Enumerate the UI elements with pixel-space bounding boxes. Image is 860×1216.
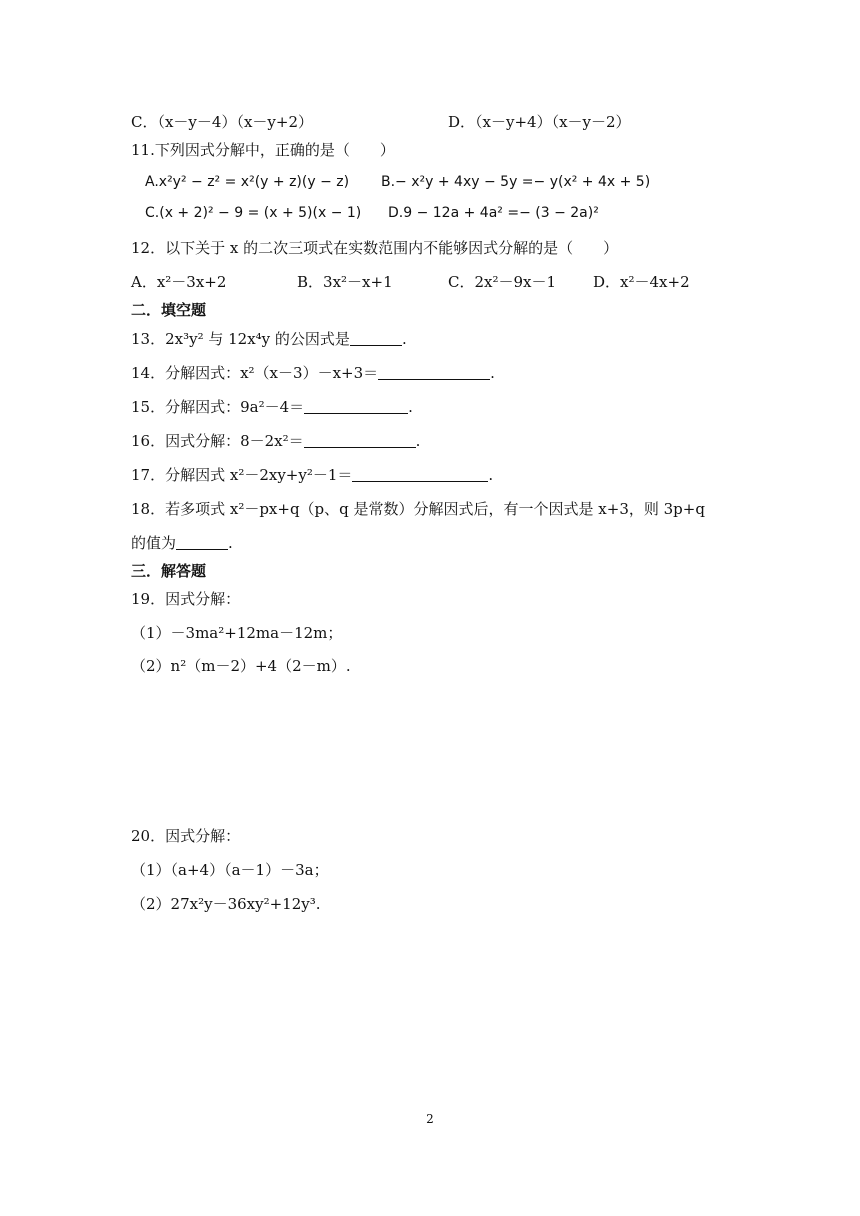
q14-end: . <box>490 364 495 382</box>
q18-text: 的值为 <box>131 534 177 552</box>
q15-end: . <box>408 398 413 416</box>
q14-answer-blank[interactable] <box>378 364 490 380</box>
q12-stem: 12．以下关于 x 的二次三项式在实数范围内不能够因式分解的是（ ） <box>131 239 619 257</box>
q11-option-a: A.x²y² − z² = x²(y + z)(y − z) <box>145 174 350 190</box>
q13-text: 13．2x³y² 与 12x⁴y 的公因式是 <box>131 330 350 348</box>
q12-option-c: C．2x²－9x－1 <box>448 273 557 291</box>
section-fill-in-blank: 二．填空题 <box>131 301 207 319</box>
q11-option-b: B.− x²y + 4xy − 5y =− y(x² + 4x + 5) <box>381 174 651 190</box>
q11-stem: 11.下列因式分解中，正确的是（ ） <box>131 141 395 159</box>
q18-line2 <box>131 533 233 553</box>
q17-end: . <box>488 466 494 484</box>
q12-option-a: A．x²－3x+2 <box>131 273 227 291</box>
q19-stem: 19．因式分解： <box>131 590 241 608</box>
q13-end: . <box>401 330 407 348</box>
q12-option-d: D．x²－4x+2 <box>593 273 690 291</box>
q19-part2: （2）n²（m－2）+4（2－m）. <box>131 657 351 675</box>
q16-answer-blank[interactable] <box>304 432 416 448</box>
q16 <box>131 431 420 451</box>
q18-line1: 18．若多项式 x²－px+q（p、q 是常数）分解因式后，有一个因式是 x+3，则 3p+q <box>131 500 705 518</box>
q18-end: . <box>228 534 233 552</box>
q17-text: 17．分解因式 x²－2xy+y²－1＝ <box>131 466 353 484</box>
q18-answer-blank[interactable] <box>176 534 228 550</box>
q13-answer-blank[interactable] <box>350 330 402 346</box>
q19-part1: （1）－3ma²+12ma－12m； <box>131 624 343 642</box>
q10-option-d: D．（x－y+4）（x－y－2） <box>448 113 631 131</box>
q10-option-c: C．（x－y－4）（x－y+2） <box>131 113 314 131</box>
q11-option-c: C.(x + 2)² − 9 = (x + 5)(x − 1) <box>145 205 362 221</box>
q15-answer-blank[interactable] <box>304 398 408 414</box>
q12-option-b: B．3x²－x+1 <box>297 273 393 291</box>
q20-part2: （2）27x²y－36xy²+12y³. <box>131 895 321 913</box>
q17-answer-blank[interactable] <box>352 466 488 482</box>
q15 <box>131 397 413 417</box>
section-solutions: 三．解答题 <box>131 562 207 580</box>
q14-text: 14．分解因式：x²（x－3）－x+3＝ <box>131 364 379 382</box>
q16-end: . <box>415 432 421 450</box>
q13 <box>131 329 407 349</box>
q15-text: 15．分解因式：9a²－4＝ <box>131 398 305 416</box>
q14 <box>131 363 495 383</box>
q20-stem: 20．因式分解： <box>131 827 241 845</box>
q20-part1: （1）（a+4）（a－1）－3a； <box>131 861 329 879</box>
q17 <box>131 465 493 485</box>
page-number: 2 <box>426 1112 434 1126</box>
q11-option-d: D.9 − 12a + 4a² =− (3 − 2a)² <box>388 205 599 221</box>
q16-text: 16．因式分解：8－2x²＝ <box>131 432 304 450</box>
